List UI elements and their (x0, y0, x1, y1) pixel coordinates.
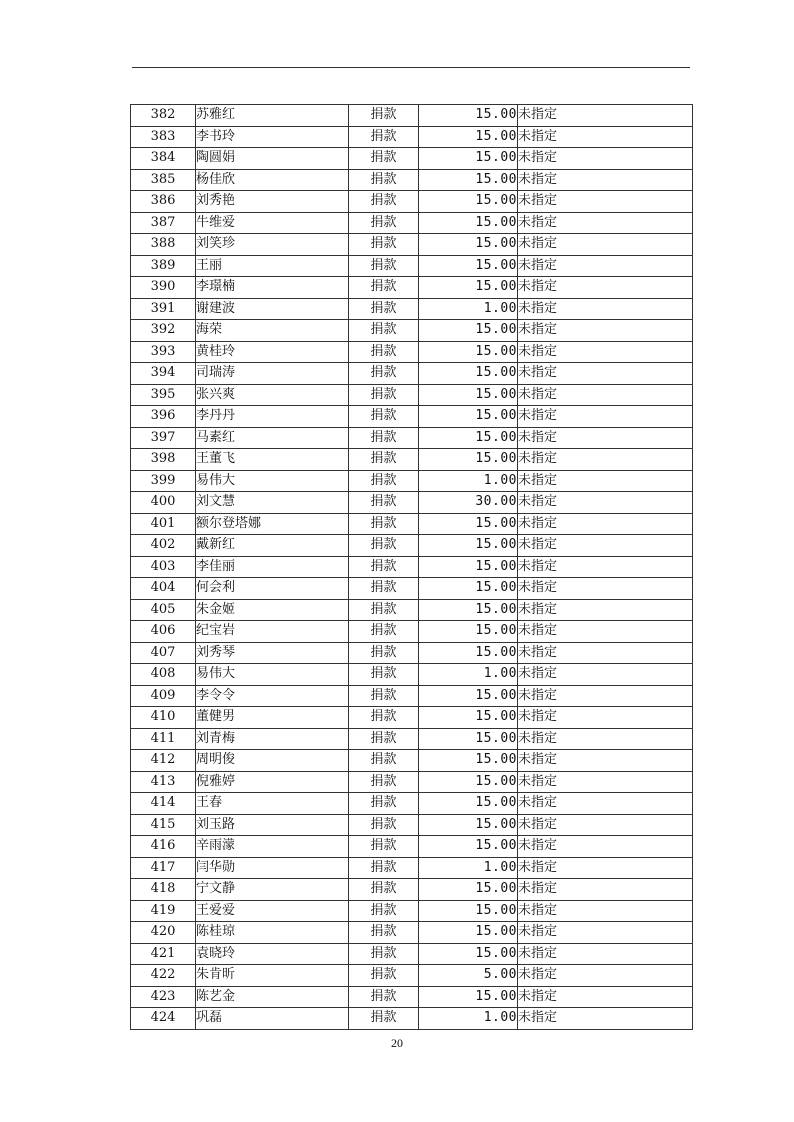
row-number: 417 (131, 857, 196, 879)
donation-purpose: 未指定 (518, 922, 693, 944)
donation-amount: 15.00 (419, 384, 518, 406)
donation-purpose: 未指定 (518, 406, 693, 428)
donation-type: 捐款 (349, 277, 419, 299)
donation-purpose: 未指定 (518, 277, 693, 299)
donor-name: 朱肯昕 (196, 965, 349, 987)
donation-amount: 1.00 (419, 664, 518, 686)
table-row (131, 1008, 693, 1030)
table-row (131, 814, 693, 836)
donor-name: 李佳丽 (196, 556, 349, 578)
donation-amount: 15.00 (419, 320, 518, 342)
donation-purpose: 未指定 (518, 513, 693, 535)
donation-purpose: 未指定 (518, 169, 693, 191)
table-row (131, 965, 693, 987)
donation-amount: 15.00 (419, 513, 518, 535)
donation-amount: 15.00 (419, 191, 518, 213)
donation-type: 捐款 (349, 771, 419, 793)
donation-amount: 15.00 (419, 922, 518, 944)
donation-purpose: 未指定 (518, 857, 693, 879)
donation-amount: 15.00 (419, 427, 518, 449)
table-row (131, 298, 693, 320)
table-row (131, 255, 693, 277)
donation-type: 捐款 (349, 384, 419, 406)
donor-name: 易伟大 (196, 664, 349, 686)
row-number: 410 (131, 707, 196, 729)
page-number: 20 (391, 1036, 403, 1050)
donor-name: 马素红 (196, 427, 349, 449)
row-number: 400 (131, 492, 196, 514)
donation-type: 捐款 (349, 363, 419, 385)
table-row (131, 943, 693, 965)
donor-name: 刘青梅 (196, 728, 349, 750)
donation-table (130, 104, 693, 1030)
donor-name: 陶圆娟 (196, 148, 349, 170)
donor-name: 何会利 (196, 578, 349, 600)
donation-purpose: 未指定 (518, 449, 693, 471)
donation-purpose: 未指定 (518, 341, 693, 363)
row-number: 390 (131, 277, 196, 299)
row-number: 396 (131, 406, 196, 428)
donation-amount: 15.00 (419, 642, 518, 664)
donation-table-body (131, 105, 693, 1030)
donation-purpose: 未指定 (518, 191, 693, 213)
row-number: 401 (131, 513, 196, 535)
donor-name: 王丽 (196, 255, 349, 277)
table-row (131, 599, 693, 621)
donation-amount: 15.00 (419, 169, 518, 191)
row-number: 395 (131, 384, 196, 406)
row-number: 421 (131, 943, 196, 965)
donation-amount: 15.00 (419, 406, 518, 428)
table-row (131, 513, 693, 535)
donation-amount: 15.00 (419, 879, 518, 901)
donation-purpose: 未指定 (518, 642, 693, 664)
donation-amount: 15.00 (419, 621, 518, 643)
row-number: 418 (131, 879, 196, 901)
donation-type: 捐款 (349, 470, 419, 492)
donation-purpose: 未指定 (518, 492, 693, 514)
row-number: 388 (131, 234, 196, 256)
donation-purpose: 未指定 (518, 685, 693, 707)
table-row (131, 449, 693, 471)
row-number: 389 (131, 255, 196, 277)
donor-name: 谢建波 (196, 298, 349, 320)
donation-type: 捐款 (349, 685, 419, 707)
donation-type: 捐款 (349, 492, 419, 514)
table-row (131, 707, 693, 729)
donation-amount: 15.00 (419, 363, 518, 385)
donation-type: 捐款 (349, 105, 419, 127)
donation-purpose: 未指定 (518, 234, 693, 256)
donation-amount: 15.00 (419, 771, 518, 793)
donor-name: 王董飞 (196, 449, 349, 471)
donation-amount: 15.00 (419, 105, 518, 127)
row-number: 412 (131, 750, 196, 772)
donation-amount: 15.00 (419, 234, 518, 256)
donation-amount: 15.00 (419, 277, 518, 299)
row-number: 419 (131, 900, 196, 922)
donor-name: 李丹丹 (196, 406, 349, 428)
donation-amount: 30.00 (419, 492, 518, 514)
donor-name: 袁晓玲 (196, 943, 349, 965)
donor-name: 李令令 (196, 685, 349, 707)
donation-amount: 1.00 (419, 1008, 518, 1030)
donation-purpose: 未指定 (518, 298, 693, 320)
donation-amount: 1.00 (419, 857, 518, 879)
table-row (131, 492, 693, 514)
donor-name: 额尔登塔娜 (196, 513, 349, 535)
row-number: 398 (131, 449, 196, 471)
row-number: 406 (131, 621, 196, 643)
donation-purpose: 未指定 (518, 578, 693, 600)
table-row (131, 685, 693, 707)
donation-type: 捐款 (349, 191, 419, 213)
donation-type: 捐款 (349, 212, 419, 234)
donor-name: 辛雨濛 (196, 836, 349, 858)
donation-purpose: 未指定 (518, 793, 693, 815)
donation-type: 捐款 (349, 298, 419, 320)
donation-amount: 15.00 (419, 126, 518, 148)
donation-type: 捐款 (349, 728, 419, 750)
donor-name: 宁文静 (196, 879, 349, 901)
donation-amount: 15.00 (419, 535, 518, 557)
donation-purpose: 未指定 (518, 599, 693, 621)
row-number: 408 (131, 664, 196, 686)
row-number: 391 (131, 298, 196, 320)
row-number: 423 (131, 986, 196, 1008)
donation-amount: 15.00 (419, 685, 518, 707)
donor-name: 刘玉路 (196, 814, 349, 836)
donation-type: 捐款 (349, 642, 419, 664)
donor-name: 倪雅婷 (196, 771, 349, 793)
donation-purpose: 未指定 (518, 105, 693, 127)
table-row (131, 750, 693, 772)
donation-purpose: 未指定 (518, 384, 693, 406)
donor-name: 董健男 (196, 707, 349, 729)
table-row (131, 148, 693, 170)
row-number: 384 (131, 148, 196, 170)
donation-amount: 1.00 (419, 470, 518, 492)
donation-purpose: 未指定 (518, 212, 693, 234)
donation-purpose: 未指定 (518, 707, 693, 729)
donation-type: 捐款 (349, 965, 419, 987)
row-number: 411 (131, 728, 196, 750)
table-row (131, 384, 693, 406)
donation-purpose: 未指定 (518, 965, 693, 987)
row-number: 397 (131, 427, 196, 449)
donation-type: 捐款 (349, 793, 419, 815)
donor-name: 陈艺金 (196, 986, 349, 1008)
donation-amount: 5.00 (419, 965, 518, 987)
donation-purpose: 未指定 (518, 814, 693, 836)
donor-name: 张兴爽 (196, 384, 349, 406)
donation-type: 捐款 (349, 556, 419, 578)
donor-name: 司瑞涛 (196, 363, 349, 385)
donation-purpose: 未指定 (518, 535, 693, 557)
donation-type: 捐款 (349, 169, 419, 191)
table-row (131, 900, 693, 922)
donation-type: 捐款 (349, 234, 419, 256)
donation-type: 捐款 (349, 148, 419, 170)
table-row (131, 836, 693, 858)
table-row (131, 879, 693, 901)
row-number: 403 (131, 556, 196, 578)
row-number: 383 (131, 126, 196, 148)
table-row (131, 191, 693, 213)
donation-amount: 15.00 (419, 212, 518, 234)
table-row (131, 771, 693, 793)
donation-type: 捐款 (349, 664, 419, 686)
donor-name: 纪宝岩 (196, 621, 349, 643)
table-row (131, 169, 693, 191)
donation-purpose: 未指定 (518, 750, 693, 772)
donor-name: 陈桂琼 (196, 922, 349, 944)
table-row (131, 234, 693, 256)
table-row (131, 212, 693, 234)
donation-type: 捐款 (349, 621, 419, 643)
donation-purpose: 未指定 (518, 771, 693, 793)
row-number: 394 (131, 363, 196, 385)
donation-type: 捐款 (349, 406, 419, 428)
table-row (131, 621, 693, 643)
donor-name: 易伟大 (196, 470, 349, 492)
row-number: 413 (131, 771, 196, 793)
table-row (131, 793, 693, 815)
donation-purpose: 未指定 (518, 1008, 693, 1030)
donor-name: 杨佳欣 (196, 169, 349, 191)
table-row (131, 535, 693, 557)
donor-name: 巩磊 (196, 1008, 349, 1030)
donation-type: 捐款 (349, 900, 419, 922)
donor-name: 朱金姬 (196, 599, 349, 621)
donation-type: 捐款 (349, 879, 419, 901)
donor-name: 刘秀琴 (196, 642, 349, 664)
donation-type: 捐款 (349, 578, 419, 600)
donor-name: 李书玲 (196, 126, 349, 148)
table-row (131, 470, 693, 492)
donation-purpose: 未指定 (518, 556, 693, 578)
donation-type: 捐款 (349, 255, 419, 277)
donation-purpose: 未指定 (518, 900, 693, 922)
donor-name: 牛维爱 (196, 212, 349, 234)
donation-type: 捐款 (349, 320, 419, 342)
row-number: 399 (131, 470, 196, 492)
table-row (131, 341, 693, 363)
donation-purpose: 未指定 (518, 427, 693, 449)
donation-purpose: 未指定 (518, 363, 693, 385)
donor-name: 刘文慧 (196, 492, 349, 514)
donation-type: 捐款 (349, 513, 419, 535)
row-number: 382 (131, 105, 196, 127)
donation-amount: 15.00 (419, 341, 518, 363)
donation-type: 捐款 (349, 986, 419, 1008)
donor-name: 王春 (196, 793, 349, 815)
donation-purpose: 未指定 (518, 148, 693, 170)
donation-type: 捐款 (349, 449, 419, 471)
donation-amount: 15.00 (419, 707, 518, 729)
donation-purpose: 未指定 (518, 320, 693, 342)
row-number: 387 (131, 212, 196, 234)
row-number: 404 (131, 578, 196, 600)
header-rule (132, 67, 690, 68)
row-number: 385 (131, 169, 196, 191)
row-number: 402 (131, 535, 196, 557)
donor-name: 王爱爱 (196, 900, 349, 922)
donation-amount: 15.00 (419, 578, 518, 600)
donation-amount: 15.00 (419, 148, 518, 170)
table-row (131, 986, 693, 1008)
row-number: 415 (131, 814, 196, 836)
table-row (131, 105, 693, 127)
row-number: 405 (131, 599, 196, 621)
donation-amount: 15.00 (419, 943, 518, 965)
donation-purpose: 未指定 (518, 728, 693, 750)
table-row (131, 406, 693, 428)
donor-name: 海荣 (196, 320, 349, 342)
donation-amount: 15.00 (419, 255, 518, 277)
donation-type: 捐款 (349, 857, 419, 879)
donation-purpose: 未指定 (518, 126, 693, 148)
row-number: 424 (131, 1008, 196, 1030)
donation-amount: 15.00 (419, 728, 518, 750)
donor-name: 苏雅红 (196, 105, 349, 127)
donation-type: 捐款 (349, 427, 419, 449)
table-row (131, 857, 693, 879)
donor-name: 李璟楠 (196, 277, 349, 299)
table-row (131, 556, 693, 578)
table-row (131, 277, 693, 299)
donation-amount: 15.00 (419, 836, 518, 858)
donation-type: 捐款 (349, 341, 419, 363)
row-number: 386 (131, 191, 196, 213)
donation-type: 捐款 (349, 814, 419, 836)
table-row (131, 126, 693, 148)
table-row (131, 728, 693, 750)
table-row (131, 664, 693, 686)
donation-type: 捐款 (349, 599, 419, 621)
donation-purpose: 未指定 (518, 664, 693, 686)
donation-purpose: 未指定 (518, 836, 693, 858)
donation-type: 捐款 (349, 1008, 419, 1030)
donation-type: 捐款 (349, 535, 419, 557)
donation-amount: 15.00 (419, 449, 518, 471)
donor-name: 黄桂玲 (196, 341, 349, 363)
donor-name: 刘秀艳 (196, 191, 349, 213)
donor-name: 周明俊 (196, 750, 349, 772)
donation-amount: 15.00 (419, 793, 518, 815)
donation-purpose: 未指定 (518, 470, 693, 492)
donation-amount: 15.00 (419, 556, 518, 578)
donation-amount: 15.00 (419, 900, 518, 922)
donation-amount: 15.00 (419, 986, 518, 1008)
row-number: 409 (131, 685, 196, 707)
table-row (131, 642, 693, 664)
row-number: 420 (131, 922, 196, 944)
table-row (131, 320, 693, 342)
donation-purpose: 未指定 (518, 879, 693, 901)
donation-type: 捐款 (349, 750, 419, 772)
donation-purpose: 未指定 (518, 621, 693, 643)
donor-name: 闫华勋 (196, 857, 349, 879)
donation-type: 捐款 (349, 126, 419, 148)
donation-purpose: 未指定 (518, 986, 693, 1008)
donation-type: 捐款 (349, 836, 419, 858)
donor-name: 戴新红 (196, 535, 349, 557)
donation-purpose: 未指定 (518, 943, 693, 965)
row-number: 407 (131, 642, 196, 664)
donation-amount: 15.00 (419, 750, 518, 772)
row-number: 392 (131, 320, 196, 342)
table-row (131, 363, 693, 385)
donation-type: 捐款 (349, 707, 419, 729)
donation-type: 捐款 (349, 943, 419, 965)
table-row (131, 922, 693, 944)
table-row (131, 578, 693, 600)
donation-amount: 15.00 (419, 814, 518, 836)
donor-name: 刘笑珍 (196, 234, 349, 256)
donation-amount: 15.00 (419, 599, 518, 621)
donation-purpose: 未指定 (518, 255, 693, 277)
donation-type: 捐款 (349, 922, 419, 944)
row-number: 414 (131, 793, 196, 815)
row-number: 393 (131, 341, 196, 363)
row-number: 416 (131, 836, 196, 858)
donation-amount: 1.00 (419, 298, 518, 320)
row-number: 422 (131, 965, 196, 987)
table-row (131, 427, 693, 449)
